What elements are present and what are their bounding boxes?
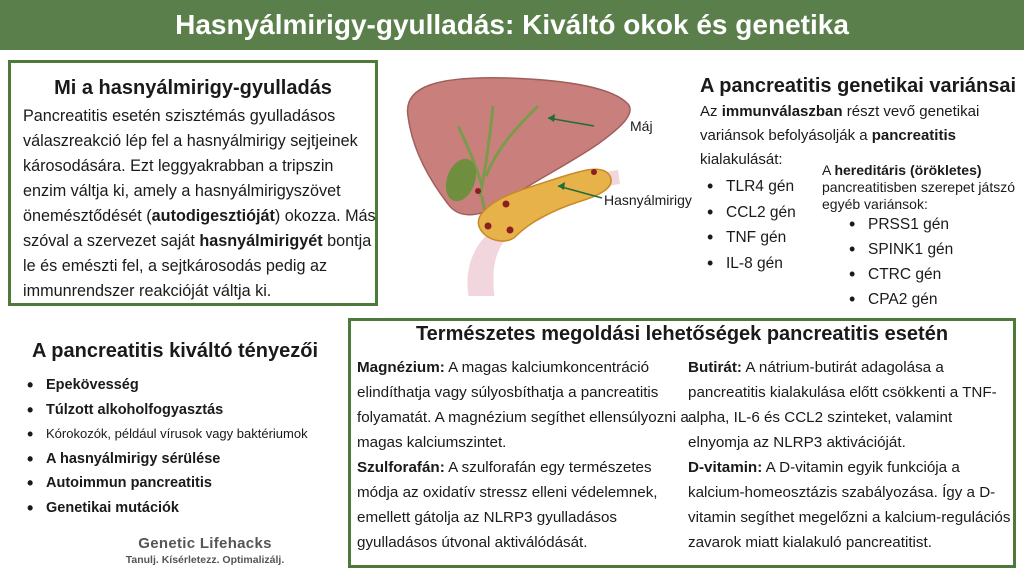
- brand-logo: [115, 535, 295, 566]
- list-item: • CTRC gén: [842, 262, 953, 287]
- list-item: • CCL2 gén: [700, 200, 796, 226]
- solutions-column-right: [688, 355, 1012, 555]
- genetics-intro: Az immunválaszban részt vevő genetikai variánsok befolyásolják a pancreatitis kialakulását:: [700, 103, 980, 168]
- hereditary-gene-list: [842, 212, 953, 312]
- vitamin-d-text: D-vitamin: A D-vitamin egyik funkciója a kalcium-homeosztázis szabályozása. Így a D-vitamin segíthet megelőzni a kalcium-regulációs zavarok miatt kialakuló pancreatitist.: [688, 459, 1011, 551]
- triggers-list: [20, 373, 308, 520]
- label-liver: Máj: [630, 118, 653, 134]
- what-is-title: Mi a hasnyálmirigy-gyulladás: [54, 77, 332, 99]
- solutions-column-left: [357, 355, 689, 555]
- liver-pancreas-illustration: [398, 66, 698, 296]
- list-item: • Túlzott alkoholfogyasztás: [20, 398, 308, 423]
- list-item: • SPINK1 gén: [842, 237, 953, 262]
- list-item: • TNF gén: [700, 225, 796, 251]
- magnesium-text: Magnézium: A magas kalciumkoncentráció elindíthatja vagy súlyosbíthatja a pancreatitis folyamatát. A magnézium segíthet ellensúlyozni a magas kalciumszintet.: [357, 359, 689, 451]
- list-item: • Kórokozók, például vírusok vagy baktériumok: [20, 422, 308, 447]
- triggers-title: A pancreatitis kiváltó tényezői: [32, 340, 319, 362]
- what-is-box: [8, 60, 378, 306]
- what-is-text: Pancreatitis esetén szisztémás gyulladásos válaszreakció lép fel a hasnyálmirigy sejtjeinek károsodására. Ezt leggyakrabban a tripszin enzim váltja ki, amely a hasnyálmirigyszövet önemésztődését (autodigesztióját) okozza. Más szóval a szervezet saját hasnyálmirigyét bontja le és emészti fel, a sejtkárosodás pedig az immunrendszer reakcióját váltja ki.: [23, 107, 376, 300]
- hereditary-intro: A hereditáris (örökletes) pancreatitisben szerepet játszó egyéb variánsok:: [822, 162, 1015, 212]
- list-item: • A hasnyálmirigy sérülése: [20, 447, 308, 472]
- label-pancreas: Hasnyálmirigy: [604, 192, 692, 208]
- list-item: • IL-8 gén: [700, 251, 796, 277]
- sulforaphane-text: Szulforafán: A szulforafán egy természetes módja az oxidatív stressz elleni védelemnek, emellett gátolja az NLRP3 gyulladásos gyulladásos útvonal aktiválódását.: [357, 459, 658, 551]
- genetics-title: A pancreatitis genetikai variánsai: [700, 75, 1017, 97]
- solutions-title: Természetes megoldási lehetőségek pancreatitis esetén: [415, 323, 949, 345]
- immune-gene-list: [700, 174, 796, 276]
- list-item: • CPA2 gén: [842, 287, 953, 312]
- logo-tagline: Tanulj. Kísérletezz. Optimalizálj.: [125, 554, 285, 566]
- page-title: Hasnyálmirigy-gyulladás: Kiváltó okok és genetika: [0, 0, 1024, 50]
- list-item: • TLR4 gén: [700, 174, 796, 200]
- solutions-box: [348, 318, 1016, 568]
- logo-name: Genetic Lifehacks: [138, 535, 272, 552]
- butyrate-text: Butirát: A nátrium-butirát adagolása a pancreatitis kialakulása előtt csökkenti a TNF-alpha, IL-6 és CCL2 szinteket, valamint elnyomja az NLRP3 aktivációját.: [688, 359, 997, 451]
- list-item: • Epekövesség: [20, 373, 308, 398]
- list-item: • Autoimmun pancreatitis: [20, 471, 308, 496]
- list-item: • Genetikai mutációk: [20, 496, 308, 521]
- list-item: • PRSS1 gén: [842, 212, 953, 237]
